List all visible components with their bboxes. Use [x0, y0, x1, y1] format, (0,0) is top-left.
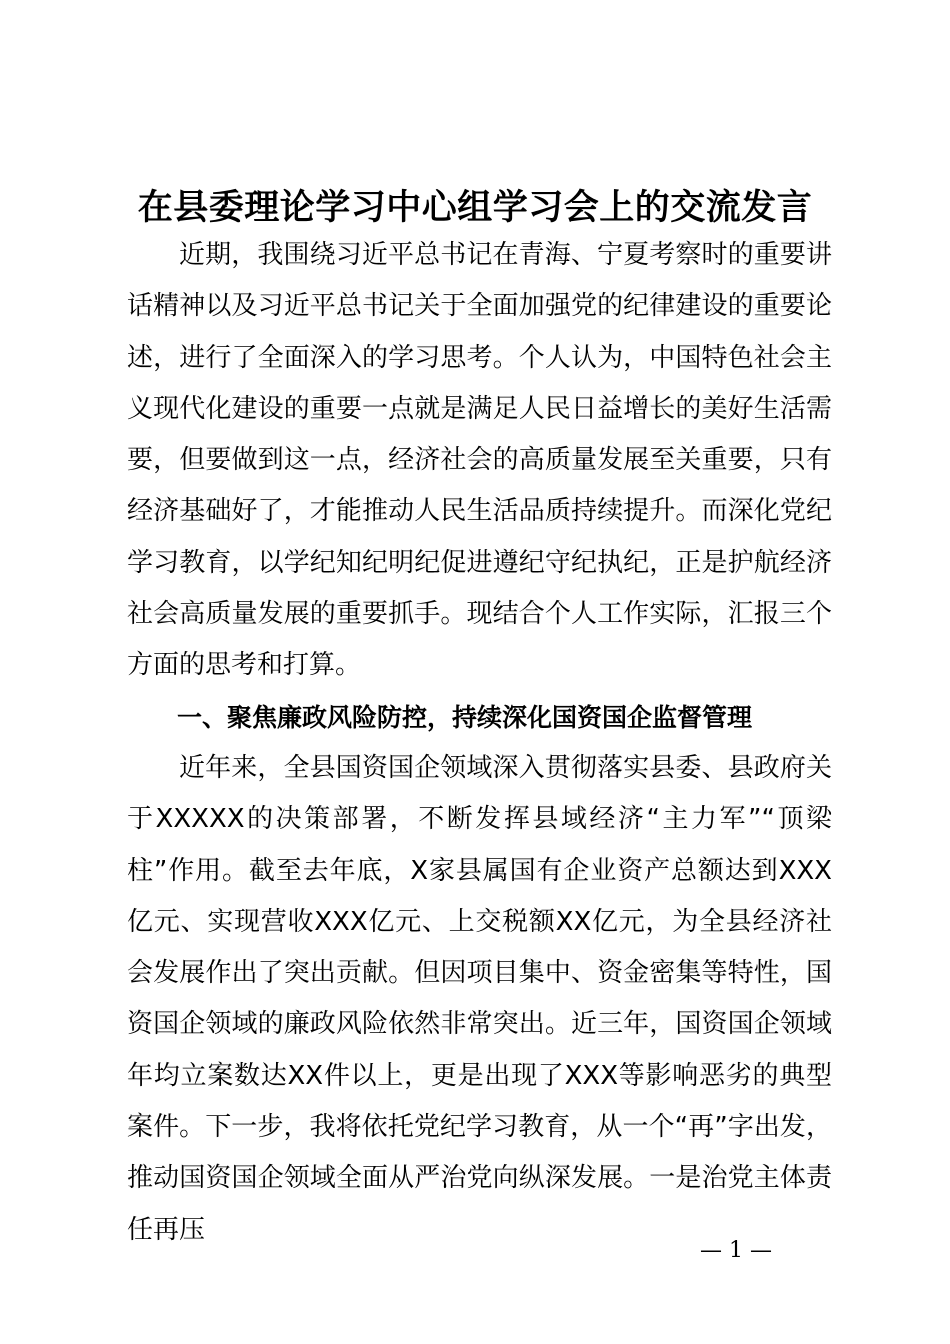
section-paragraph: 近年来，全县国资国企领域深入贯彻落实县委、县政府关于XXXXX的决策部署，不断发挥县域经济“主力军”“顶梁柱”作用。截至去年底，X家县属国有企业资产总额达到XXX亿元、实现营收XXX亿元、上交税额XX亿元，为全县经济社会发展作出了突出贡献。但因项目集中、资金密集等特性，国资国企领域的廉政风险依然非常突出。近三年，国资国企领域年均立案数达XX件以上，更是出现了XXX等影响恶劣的典型案件。下一步，我将依托党纪学习教育，从一个“再”字出发，推动国资国企领域全面从严治党向纵深发展。一是治党主体责任再压 — [127, 752, 832, 1245]
section-heading: 一、聚焦廉政风险防控，持续深化国资国企监督管理 — [177, 702, 753, 732]
document-body — [127, 230, 832, 1256]
page-number: — 1 — — [700, 1238, 772, 1263]
intro-paragraph: 近期，我围绕习近平总书记在青海、宁夏考察时的重要讲话精神以及习近平总书记关于全面加强党的纪律建设的重要论述，进行了全面深入的学习思考。个人认为，中国特色社会主义现代化建设的重要一点就是满足人民日益增长的美好生活需要，但要做到这一点，经济社会的高质量发展至关重要，只有经济基础好了，才能推动人民生活品质持续提升。而深化党纪学习教育，以学纪知纪明纪促进遵纪守纪执纪，正是护航经济社会高质量发展的重要抓手。现结合个人工作实际，汇报三个方面的思考和打算。 — [127, 240, 832, 681]
document-title: 在县委理论学习中心组学习会上的交流发言 — [137, 188, 813, 228]
